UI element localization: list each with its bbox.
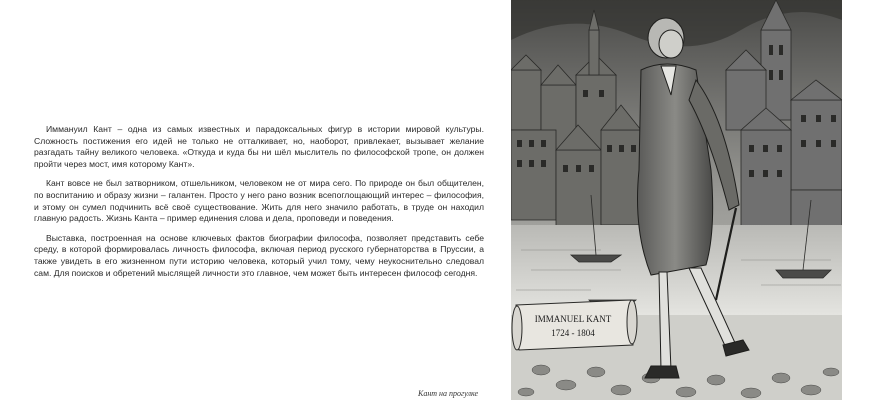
- paragraph-2: Кант вовсе не был затворником, отшельником, человеком не от мира сего. По природе он был общителен, по воспитанию и образу жизни – галантен. Просто у него рано возник всепоглощающий интерес – философия, и этому он сумел подчинить всё своё существование. Жить для него значило работать, в труде он находил главную радость. Жизнь Канта – пример единения слова и дела, проповеди и поведения.: [34, 178, 484, 224]
- paragraph-1: Иммануил Кант – одна из самых известных и парадоксальных фигур в истории мировой культуры. Сложность постижения его идей не только не отталкивает, но, наоборот, привлекает, вызывает желание разгадать тайну великого человека. «Откуда и куда бы ни шёл мыслитель по философской тропе, он должен пройти через мост, имя которому Кант».: [34, 124, 484, 169]
- kant-walking-illustration: [511, 0, 842, 400]
- artwork-caption: Кант на прогулке: [418, 389, 479, 398]
- article-text: [34, 124, 484, 287]
- scroll-years: 1724 - 1804: [551, 328, 595, 338]
- paragraph-3: Выставка, построенная на основе ключевых фактов биографии философа, позволяет представить себе среду, в которой формировалась личность философа, включая период русского губернаторства в Пруссии, а также увидеть в его жизненном пути историю человека, который учил тому, чему неукоснительно следовал сам. Для поисков и обретений мыслящей личности это главное, чем может быть интересен философ сегодня.: [34, 232, 484, 278]
- scroll-name: IMMANUEL KANT: [534, 314, 612, 324]
